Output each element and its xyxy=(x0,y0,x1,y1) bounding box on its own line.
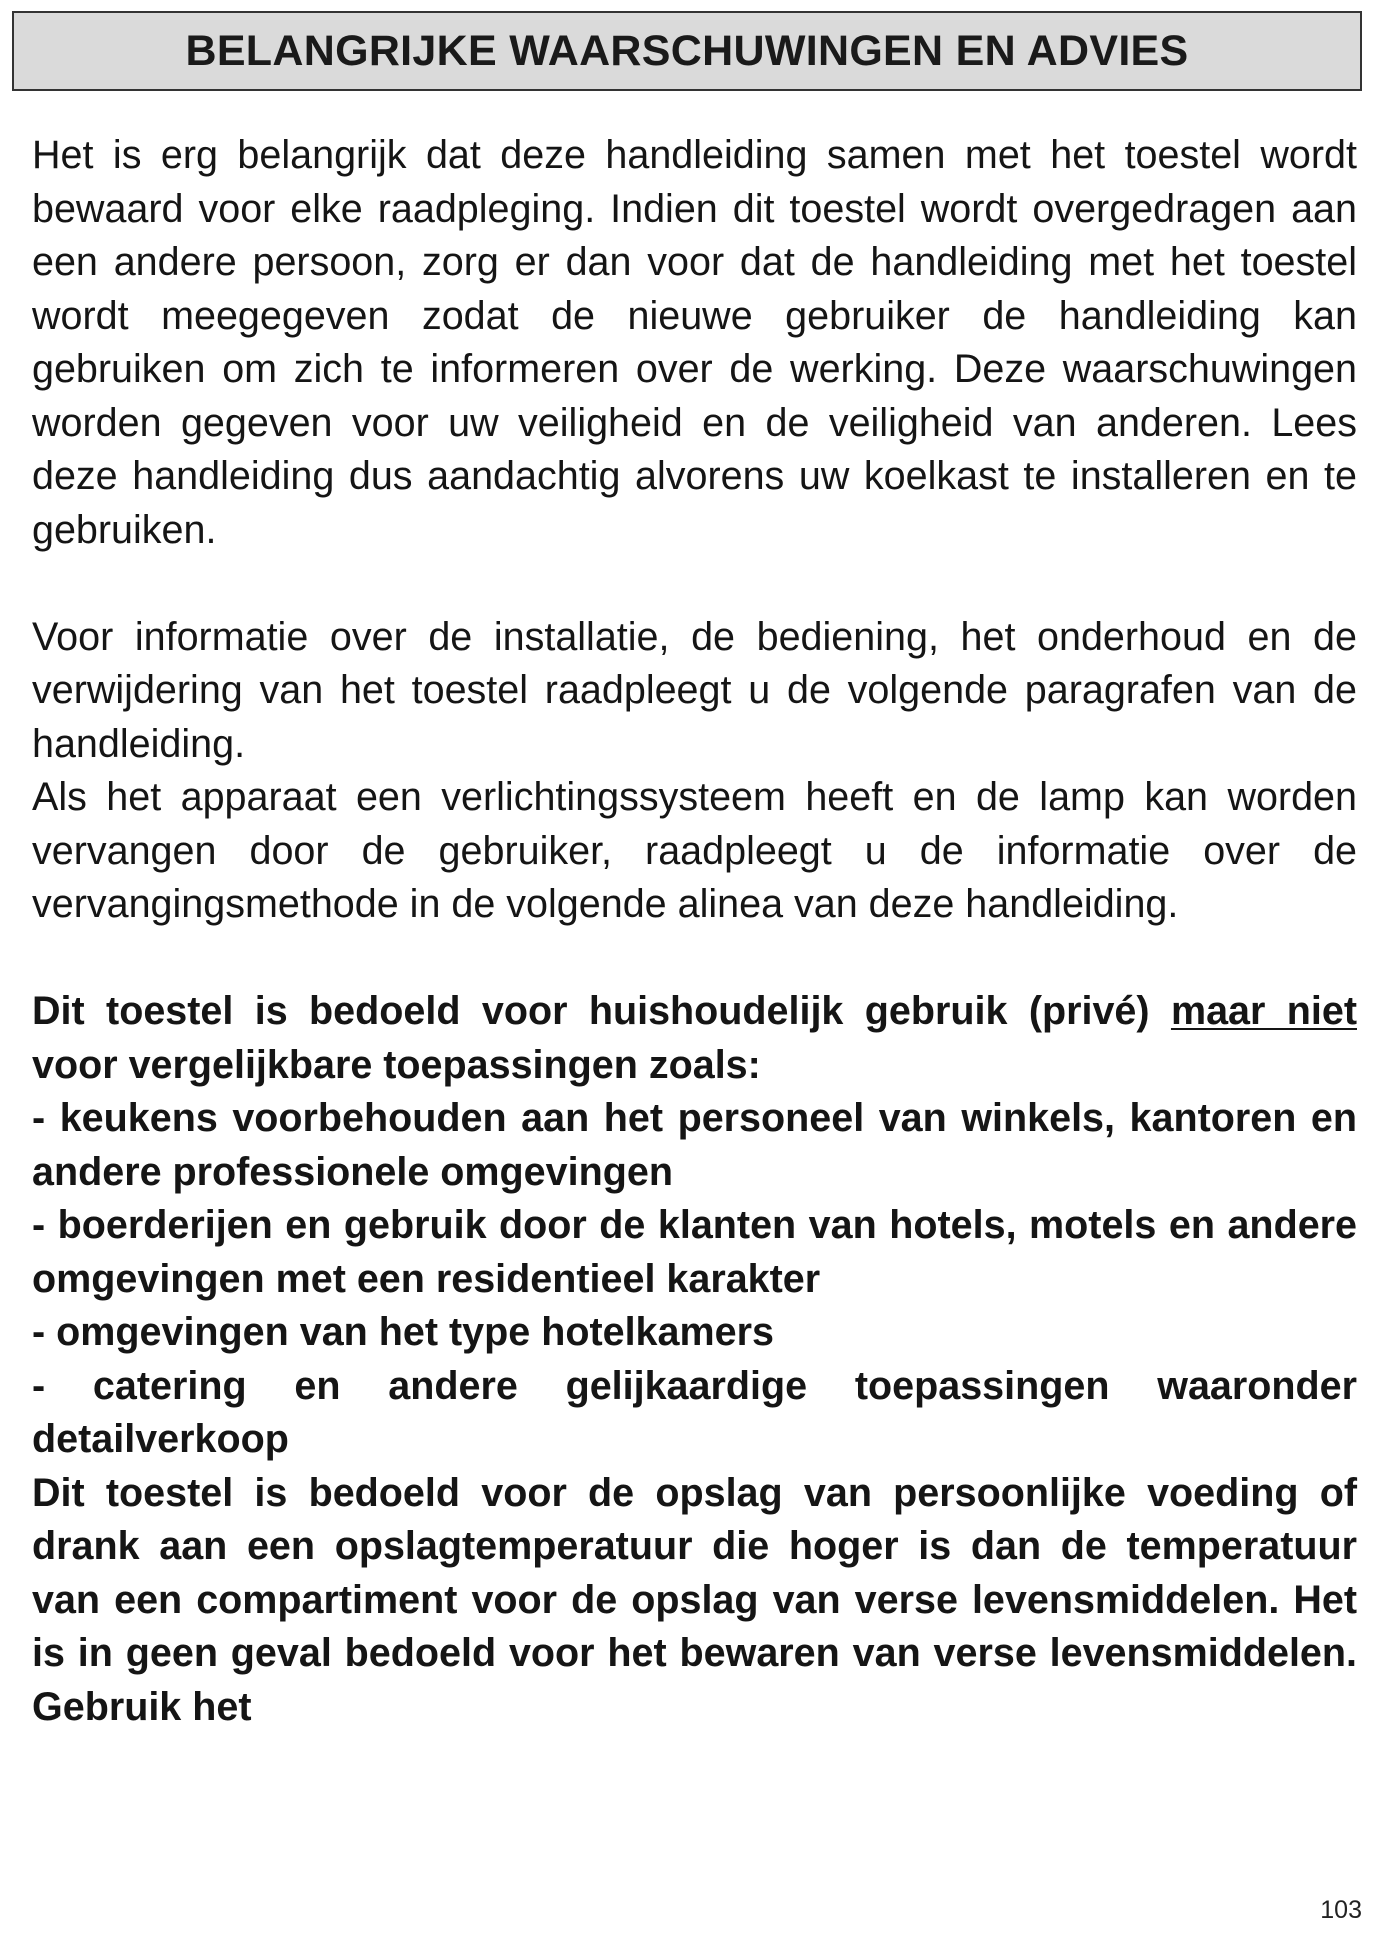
page-number: 103 xyxy=(1320,1896,1362,1924)
storage-paragraph: Dit toestel is bedoeld voor de opslag van persoonlijke voeding of drank aan een opslagtemperatuur die hoger is dan de temperatuur van een compartiment voor de opslag van verse levensmiddelen. Het is in geen geval bedoeld voor het bewaren van verse levensmiddelen. Gebruik het xyxy=(32,1470,1357,1729)
list-item: - catering en andere gelijkaardige toepassingen waaronder detailverkoop xyxy=(32,1363,1357,1461)
list-item: - boerderijen en gebruik door de klanten van hotels, motels en andere omgevingen met een residentieel karakter xyxy=(32,1203,1357,1301)
title-banner xyxy=(12,11,1362,91)
list-item: - omgevingen van het type hotelkamers xyxy=(32,1310,774,1354)
lamp-paragraph: Als het apparaat een verlichtingssysteem heeft en de lamp kan worden vervangen door de gebruiker, raadpleegt u de informatie over de vervangingsmethode in de volgende alinea van deze handleiding. xyxy=(32,775,1357,926)
page-title: BELANGRIJKE WAARSCHUWINGEN EN ADVIES xyxy=(185,26,1189,75)
usage-rest: voor vergelijkbare toepassingen zoals: xyxy=(32,1042,761,1087)
usage-paragraph xyxy=(32,985,1357,1092)
info-paragraph: Voor informatie over de installatie, de bediening, het onderhoud en de verwijdering van het toestel raadpleegt u de volgende paragrafen van de handleiding. xyxy=(32,614,1357,766)
intro-paragraph: Het is erg belangrijk dat deze handleiding samen met het toestel wordt bewaard voor elke raadpleging. Indien dit toestel wordt overgedragen aan een andere persoon, zorg er dan voor dat de handleiding met het toestel wordt meegegeven zodat de nieuwe gebruiker de handleiding kan gebruiken om zich te informeren over de werking. Deze waarschuwingen worden gegeven voor uw veiligheid en de veiligheid van anderen. Lees deze handleiding dus aandachtig alvorens uw koelkast te installeren en te gebruiken. xyxy=(32,133,1357,552)
paragraph-gap xyxy=(32,557,1357,611)
paragraph-gap xyxy=(32,932,1357,986)
document-body xyxy=(32,129,1357,1734)
usage-intro: Dit toestel is bedoeld voor huishoudelijk gebruik (privé) xyxy=(32,989,1150,1033)
list-item: - keukens voorbehouden aan het personeel van winkels, kantoren en andere professionele omgevingen xyxy=(32,1096,1357,1194)
usage-not-underlined: maar niet xyxy=(1170,989,1357,1033)
